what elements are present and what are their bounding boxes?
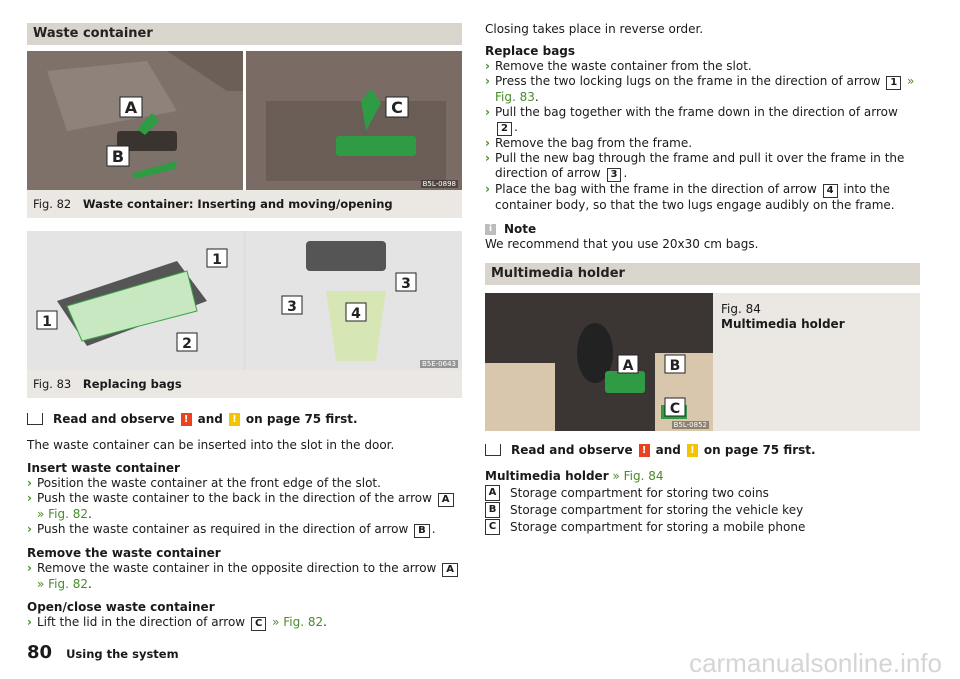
figure-code: B5L-0898 (422, 180, 456, 188)
chevron-right-icon: › (27, 476, 32, 490)
step-text: Lift the lid in the direction of arrow (37, 615, 246, 629)
arrow-key-a: A (442, 563, 458, 577)
step-text: Push the waste container as required in the direction of arrow (37, 522, 409, 536)
legend-item (485, 518, 920, 535)
figure-84 (485, 293, 920, 431)
step-text: Place the bag with the frame in the direction of arrow (495, 182, 817, 196)
book-icon (485, 444, 501, 456)
book-icon (27, 413, 43, 425)
intro-text: The waste container can be inserted into the slot in the door. (27, 438, 395, 452)
step-text: Pull the new bag through the frame and pull it over the frame in the direction of arrow (495, 151, 905, 180)
arrow-key-2: 2 (497, 122, 512, 136)
warning-icon: ! (639, 444, 650, 457)
legend-key: A (485, 485, 500, 501)
read-pre: Read and observe (511, 443, 633, 457)
figure-83-caption (27, 370, 462, 398)
legend-key: B (485, 502, 500, 518)
bag-frame-illustration (27, 231, 243, 370)
arrow-key-c: C (251, 617, 266, 631)
insert-step-3: › Push the waste container as required in the direction of arrow B . (27, 522, 436, 536)
right-column (485, 22, 920, 535)
read-observe-line (485, 443, 920, 457)
chevron-right-icon: › (485, 74, 490, 88)
chevron-right-icon: › (485, 182, 490, 196)
fig83-mark-2: 2 (182, 336, 192, 352)
fig83-mark-1a: 1 (212, 252, 222, 268)
caution-icon: ! (229, 413, 240, 426)
step-text: Pull the bag together with the frame down in the direction of arrow (495, 105, 898, 119)
fig82-mark-a: A (124, 98, 138, 117)
fig84-mark-a: A (622, 358, 634, 374)
bag-illustration (246, 231, 462, 370)
caution-icon: ! (687, 444, 698, 457)
chevron-right-icon: › (485, 105, 490, 119)
remove-step: › Remove the waste container in the opposite direction to the arrow A » Fig. 82. (27, 561, 462, 592)
read-and: and (655, 443, 681, 457)
chevron-right-icon: › (27, 561, 32, 575)
replace-step-4 (485, 136, 920, 151)
chevron-right-icon: › (27, 615, 32, 629)
figure-link[interactable]: » Fig. 82 (37, 577, 89, 591)
figure-title: Replacing bags (82, 377, 182, 391)
remove-title: Remove the waste container (27, 546, 221, 560)
replace-step-6 (485, 182, 920, 213)
open-step: › Lift the lid in the direction of arrow C » Fig. 82. (27, 615, 327, 629)
figure-link[interactable]: » Fig. 82 (272, 615, 324, 629)
container-open-photo (246, 51, 462, 190)
insert-step-1 (27, 476, 462, 491)
step-text: Press the two locking lugs on the frame in the direction of arrow (495, 74, 881, 88)
fig82-mark-c: C (391, 98, 403, 117)
section-heading-waste-container: Waste container (27, 23, 462, 45)
note-title (485, 222, 920, 237)
step-text: Remove the waste container from the slot. (495, 59, 752, 73)
read-and: and (197, 412, 223, 426)
legend-text: Storage compartment for storing the vehicle key (510, 502, 804, 517)
legend-text: Storage compartment for storing two coins (510, 485, 769, 500)
replace-step-3: › Pull the bag together with the frame down in the direction of arrow 2 . (485, 105, 898, 134)
figure-82-caption (27, 190, 462, 218)
left-column (27, 0, 462, 631)
fig84-mark-c: C (669, 401, 681, 417)
legend-key: C (485, 519, 500, 535)
legend-item (485, 501, 920, 518)
read-post: on page 75 first. (703, 443, 816, 457)
step-text: Push the waste container to the back in the direction of the arrow (37, 491, 432, 505)
figure-label: Fig. 83 (33, 377, 72, 391)
figure-label: Fig. 84 (721, 302, 761, 316)
info-icon: i (485, 224, 496, 235)
figure-label: Fig. 82 (33, 197, 72, 211)
read-pre: Read and observe (53, 412, 175, 426)
chevron-right-icon: › (27, 491, 32, 505)
figure-link[interactable]: » Fig. 82 (37, 507, 89, 521)
replace-bags-title: Replace bags (485, 44, 576, 58)
figure-82-image (27, 51, 462, 190)
fig83-mark-3a: 3 (401, 276, 411, 292)
legend-text: Storage compartment for storing a mobile phone (510, 519, 806, 534)
section-heading-multimedia-holder: Multimedia holder (485, 263, 920, 285)
arrow-key-a: A (438, 493, 454, 507)
figure-link[interactable]: » Fig. 83 (495, 74, 915, 104)
fig83-mark-3b: 3 (287, 299, 297, 315)
read-observe-line (27, 412, 462, 426)
step-text: Position the waste container at the front edge of the slot. (37, 476, 381, 490)
replace-step-1 (485, 59, 920, 74)
step-text: Remove the bag from the frame. (495, 136, 693, 150)
insert-title: Insert waste container (27, 461, 180, 475)
legend-item (485, 484, 920, 501)
arrow-key-3: 3 (607, 168, 622, 182)
fig84-mark-b: B (669, 358, 681, 374)
fig83-mark-4: 4 (351, 306, 361, 322)
section-name: Using the system (66, 647, 179, 661)
figure-code: B5E-0643 (421, 360, 456, 368)
replace-step-5: › Pull the new bag through the frame and pull it over the frame in the direction of arrow 3 . (485, 151, 905, 180)
legend-list (485, 484, 920, 535)
figure-title: Waste container: Inserting and moving/opening (82, 197, 393, 211)
figure-link[interactable]: » Fig. 84 (612, 469, 664, 483)
note-label: Note (504, 222, 537, 236)
figure-83-image (27, 231, 462, 370)
fig82-mark-b: B (111, 147, 125, 166)
arrow-key-4: 4 (823, 184, 838, 198)
watermark: carmanualsonline.info (689, 648, 942, 678)
open-close-title: Open/close waste container (27, 600, 215, 614)
figure-84-caption (713, 293, 920, 431)
step-text-cont: into the container body, so that the two lugs engage audibly on the frame. (495, 182, 895, 212)
read-post: on page 75 first. (245, 412, 358, 426)
chevron-right-icon: › (27, 522, 32, 536)
insert-step-2: › Push the waste container to the back in the direction of the arrow A » Fig. 82. (27, 491, 462, 522)
chevron-right-icon: › (485, 151, 490, 165)
fig83-mark-1b: 1 (42, 314, 52, 330)
page-number: 80 (27, 642, 53, 663)
warning-icon: ! (181, 413, 192, 426)
figure-code: B5L-0852 (673, 421, 707, 429)
page-footer (27, 642, 179, 663)
figure-84-image (485, 293, 713, 431)
arrow-key-b: B (414, 524, 430, 538)
closing-text: Closing takes place in reverse order. (485, 22, 704, 36)
figure-title: Multimedia holder (721, 317, 845, 331)
console-photo (485, 293, 713, 431)
door-waste-container-photo (27, 51, 243, 190)
chevron-right-icon: › (485, 59, 490, 73)
multimedia-label: Multimedia holder (485, 469, 609, 483)
arrow-key-1: 1 (886, 76, 901, 90)
multimedia-label-line (485, 469, 920, 484)
chevron-right-icon: › (485, 136, 490, 150)
note-text: We recommend that you use 20x30 cm bags. (485, 237, 759, 251)
replace-step-2: › Press the two locking lugs on the frame in the direction of arrow 1 » Fig. 83. (485, 74, 915, 104)
step-text: Remove the waste container in the opposite direction to the arrow (37, 561, 437, 575)
